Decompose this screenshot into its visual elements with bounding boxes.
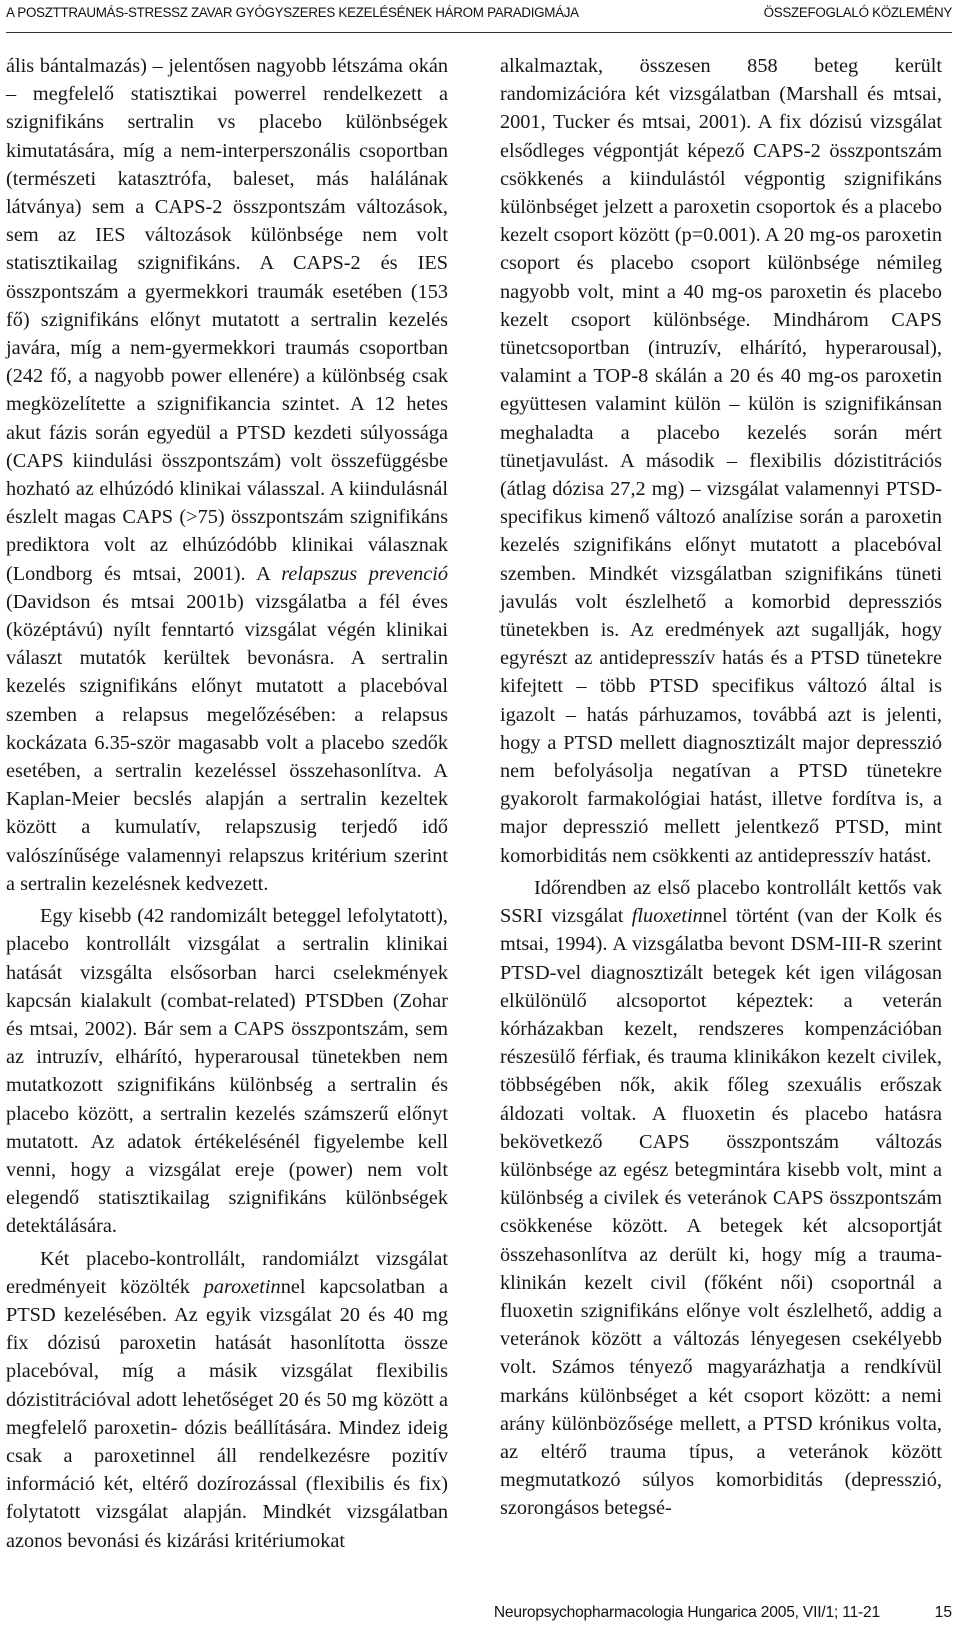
page-number: 15 <box>934 1604 952 1621</box>
left-p3-text: Két placebo-kontrollált, randomiálzt vizsgálat eredményeit közölték <box>6 1247 448 1298</box>
left-paragraph-2: Egy kisebb (42 randomizált beteggel lefolytatott), placebo kontrollált vizsgálat a sertralin klinikai hatását vizsgálta elsősorban harci cselekmények kapcsán kialakult (combat-related) PTSDben (Zohar és mtsai, 2002). Bár sem a CAPS összpontszám, sem az intruzív, elhárító, hyperarousal tünetekben nem mutatkozott szignifikáns különbség a sertralin és placebo között, a sertralin kezelés számszerű előnyt mutatott. Az adatok értékelésénél figyelembe kell venni, hogy a vizsgálat ereje (power) nem volt elegendő statisztikailag szignifikáns különbségek detektálására. <box>6 905 448 1238</box>
left-column <box>6 52 448 1555</box>
right-p2-cont: nel történt (van der Kolk és mtsai, 1994). A vizsgálatba bevont DSM-III-R szerint PTSD-vel diagnosztizált betegek két igen világosan elkülönülő alcsoportot képeztek: a veterán kórházakban kezelt, rendszeres kompenzációban részesülő férfiak, és trauma klinikákon kezelt civilek, többségében nők, akik főleg szexuális erőszak áldozati voltak. A fluoxetin és placebo hatásra bekövetkező CAPS összpontszám változás különbsége az egész betegmintára kisebb volt, mint a különbség a civilek és veteránok CAPS összpontszám csökkenése között. A betegek két alcsoportját összehasonlítva az derült ki, hogy míg a trauma-klinikán kezelt civil (főként női) csoportnál a fluoxetin szignifikáns előnye volt észlelhető, addig a veteránok között a változás lényegesen csekélyebb volt. Számos tényező magyarázhatja a rendkívül markáns különbséget a két csoport között: a nemi arány különbözősége mellett, a PTSD krónikus volta, az eltérő trauma típus, a veteránok között megmutatkozó súlyos komorbiditás (depresszió, szorongásos betegsé- <box>500 905 942 1520</box>
running-header <box>6 4 952 33</box>
left-p1-italic: relapszus prevenció <box>281 562 448 585</box>
left-p3-italic: paroxetin <box>203 1275 281 1298</box>
header-title: A POSZTTRAUMÁS-STRESSZ ZAVAR GYÓGYSZERES KEZELÉSÉNEK HÁROM PARADIGMÁJA <box>6 5 579 20</box>
left-p3-cont: nel kapcsolatban a PTSD kezelésében. Az egyik vizsgálat 20 és 40 mg fix dózisú paroxetin hatását hasonlította össze placebóval, míg a másik vizsgálat flexibilis dózistitrációval adott lehetőséget 20 és 50 mg között a megfelelő paroxetin- dózis beállítására. Mindez ideig csak a paroxetinnel áll rendelkezésre pozitív információ két, eltérő dozírozással (flexibilis és fix) folytatott vizsgálat alapján. Mindkét vizsgálatban azonos bevonási és kizárási kritériumokat <box>6 1275 448 1552</box>
header-section-label: ÖSSZEFOGLALÓ KÖZLEMÉNY <box>763 5 952 20</box>
left-paragraph-1 <box>6 52 448 898</box>
right-p2-text: Időrendben az első placebo kontrollált kettős vak SSRI vizsgálat <box>500 876 942 928</box>
page-footer <box>0 1604 952 1626</box>
left-paragraph-3 <box>6 1245 448 1555</box>
right-p2-italic: fluoxetin <box>631 905 703 928</box>
right-column <box>500 52 942 1523</box>
journal-citation: Neuropsychopharmacologia Hungarica 2005, VII/1; 11-21 <box>493 1604 880 1621</box>
right-paragraph-2 <box>500 874 942 1523</box>
left-p1-cont: (Davidson és mtsai 2001b) vizsgálatba a fél éves (középtávú) nyílt fenntartó vizsgálat végén klinikai választ mutatók kerültek bevonásra. A sertralin kezelés szignifikáns előnyt mutatott a placebóval szemben a relapsus megelőzésében: a relapsus kockázata 6.35-ször magasabb volt a placebo szedők esetében, a sertralin kezeléssel összehasonlítva. A Kaplan-Meier becslés alapján a sertralin kezeltek között a kumulatív, relapszusig terjedő idő valószínűsége valamennyi relapszus kritérium szerint a sertralin kezelésnek kedvezett. <box>6 590 448 895</box>
right-paragraph-1: alkalmaztak, összesen 858 beteg került randomizációra két vizsgálatban (Marshall és mtsai, 2001, Tucker és mtsai, 2001). A fix dózisú vizsgálat elsődleges végpontját képező CAPS-2 összpontszám csökkenés a kiindulástól végpontig szignifikáns különbséget jelzett a paroxetin csoportok és a placebo kezelt csoport között (p=0.001). A 20 mg-os paroxetin csoport és placebo csoport különbsége némileg nagyobb volt, mint a 40 mg-os paroxetin és placebo kezelt csoport különbsége. Mindhárom CAPS tünetcsoportban (intruzív, elhárító, hyperarousal), valamint a TOP-8 skálán a 20 és 40 mg-os paroxetin együttesen valamint külön – külön is szignifikánsan meghaladta a placebo kezelés során mért tünetjavulást. A második – flexibilis dózistitrációs (átlag dózisa 27,2 mg) – vizsgálat valamennyi PTSD-specifikus kimenő változó analízise során a paroxetin kezelés szignifikáns előnyt mutatott a placebóval szemben. Mindkét vizsgálatban szignifikáns tüneti javulás volt észlelhető a komorbid depressziós tünetekben is. Az eredmények azt sugallják, hogy egyrészt az antidepresszív hatás és a PTSD tünetekre kifejtett – több PTSD specifikus változó által is igazolt – hatás párhuzamos, továbbá azt is jelenti, hogy a PTSD mellett diagnosztizált major depresszió nem befolyásolja negatívan a PTSD tünetekre gyakorolt farmakológiai hatást, illetve fordítva is, a major depresszió mellett jelentkező PTSD, mint komorbiditás nem csökkenti az antidepresszív hatást. <box>500 55 942 867</box>
left-p1-text: ális bántalmazás) – jelentősen nagyobb létszáma okán – megfelelő statisztikai powerrel rendelkezett a szignifikáns sertralin vs placebo különbségek kimutatására, míg a nem-interperszonális csoportban (természeti katasztrófa, baleset, más halálának látványa) sem a CAPS-2 összpontszám változások, sem az IES változások különbsége nem volt statisztikailag szignifikáns. A CAPS-2 és IES összpontszám a gyermekkori traumák esetében (153 fő) szignifikáns előnyt mutatott a sertralin kezelés javára, míg a nem-gyermekkori traumás csoportban (242 fő, a nagyobb power ellenére) a különbség csak megközelítette a szignifikancia szintet. A 12 hetes akut fázis során egyedül a PTSD kezdeti súlyossága (CAPS kiindulási összpontszám) volt összefüggésbe hozható az elhúzódó klinikai válasszal. A kiindulásnál észlelt magas CAPS (>75) összpontszám szignifikáns prediktora volt az elhúzódóbb klinikai válasznak (Londborg és mtsai, 2001). A <box>6 55 448 585</box>
